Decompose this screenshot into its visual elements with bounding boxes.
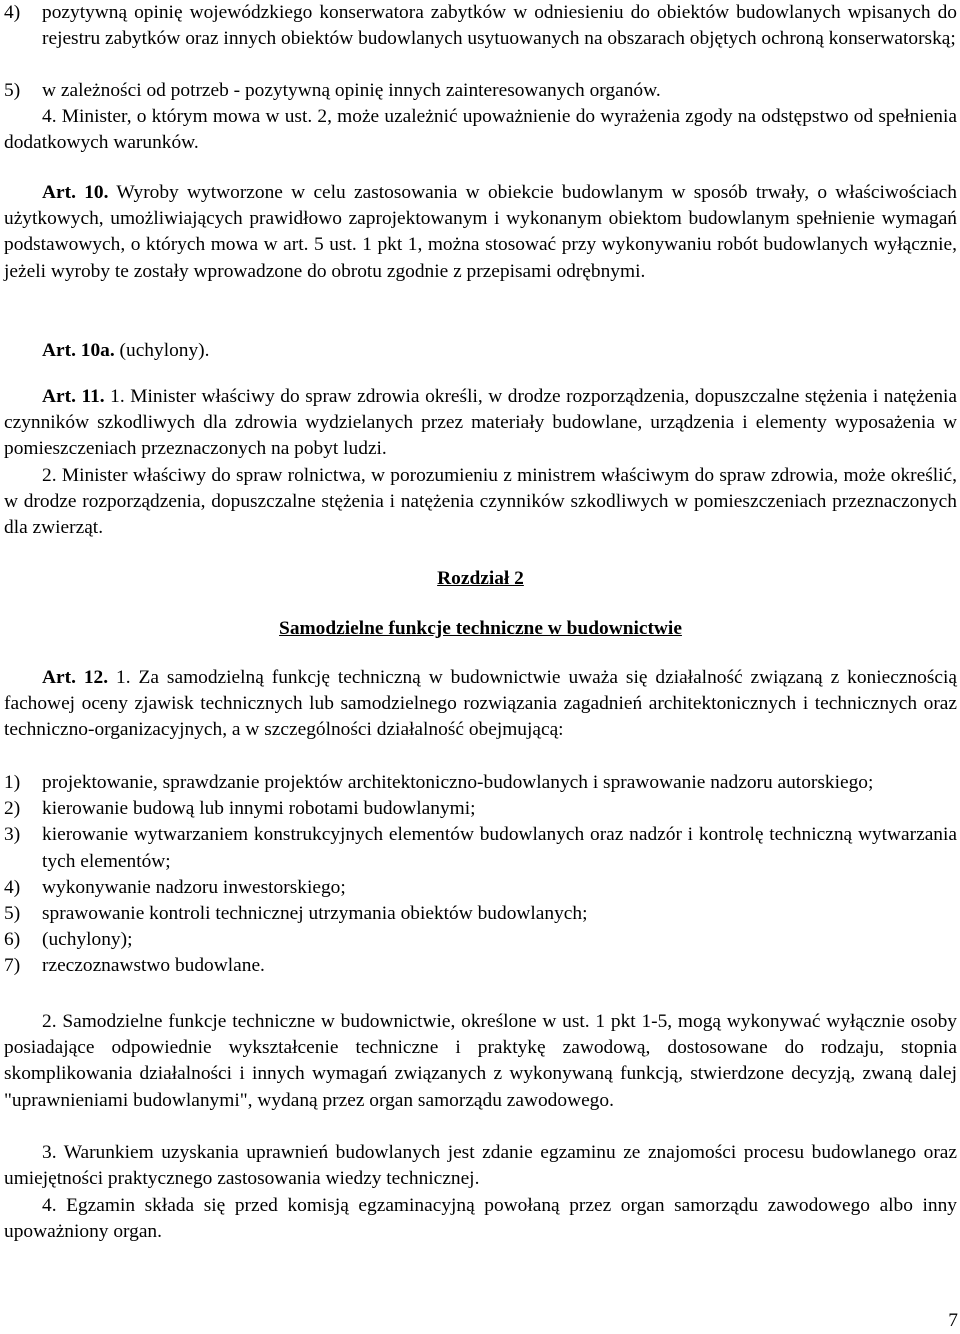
article-11 xyxy=(4,384,957,463)
list-item: 1) projektowanie, sprawdzanie projektów architektoniczno-budowlanych i sprawowanie nadzoru autorskiego; xyxy=(4,772,874,793)
list-item-number: 5) xyxy=(4,80,21,101)
article-11-ust-2: 2. Minister właściwy do spraw rolnictwa, w porozumieniu z ministrem właściwym do spraw zdrowia, może określić, w drodze rozporządzenia, dopuszczalne stężenia i natężenia czynników szkodliwych w pomieszczeniach przeznaczonych dla zwierząt. xyxy=(4,465,957,539)
article-text: 1. Minister właściwy do spraw zdrowia określi, w drodze rozporządzenia, dopuszczalne stężenia i natężenia czynników szkodliwych dla zdrowia wydzielanych przez materiały budowlane, urządzenia i elementy wyposażenia w pomieszczeniach przeznaczonych na pobyt ludzi. xyxy=(4,386,958,460)
article-12-ust-3: 3. Warunkiem uzyskania uprawnień budowlanych jest zdanie egzaminu ze znajomości procesu budowlanego oraz umiejętności praktycznego zastosowania wiedzy technicznej. xyxy=(4,1142,957,1190)
list-item xyxy=(4,0,957,52)
list-item: 4) wykonywanie nadzoru inwestorskiego; xyxy=(4,876,346,898)
list-item: 7) rzeczoznawstwo budowlane. xyxy=(4,955,265,977)
list-item: 5) sprawowanie kontroli technicznej utrzymania obiektów budowlanych; xyxy=(4,903,588,925)
paragraph-ust-4: 4. Minister, o którym mowa w ust. 2, może uzależnić upoważnienie do wyrażenia zgody na odstępstwo od spełnienia dodatkowych warunków. xyxy=(4,106,957,154)
article-text: (uchylony). xyxy=(114,340,210,361)
list-item-text: pozytywną opinię wojewódzkiego konserwatora zabytków w odniesieniu do obiektów budowlanych wpisanych do rejestru zabytków oraz innych obiektów budowlanych usytuowanych na obszarach objętych ochroną konserwatorską; xyxy=(42,2,957,50)
article-text: 1. Za samodzielną funkcję techniczną w budownictwie uważa się działalność związaną z koniecznością fachowej oceny zjawisk technicznych lub samodzielnego rozwiązania zagadnień architektonicznych i technicznych oraz techniczno-organizacyjnych, a w szczególności działalność obejmującą: xyxy=(4,667,957,741)
list-item xyxy=(4,78,957,104)
chapter-title: Samodzielne funkcje techniczne w budownictwie xyxy=(279,618,682,639)
article-label: Art. 10a. xyxy=(42,340,115,361)
article-label: Art. 10. xyxy=(42,182,109,203)
chapter-number: Rozdział 2 xyxy=(437,568,524,589)
article-label: Art. 12. xyxy=(42,667,109,688)
article-12-ust-2: 2. Samodzielne funkcje techniczne w budownictwie, określone w ust. 1 pkt 1-5, mogą wykonywać wyłącznie osoby posiadające odpowiednie wykształcenie techniczne i praktykę zawodową, dostosowane do rodzaju, stopnia skomplikowania działalności i innych wymagań związanych z wykonywaną funkcją, stwierdzone decyzją, zwaną dalej "uprawnieniami budowlanymi", wydaną przez organ samorządu zawodowego. xyxy=(4,1011,957,1111)
article-label: Art. 11. xyxy=(42,386,105,407)
list-item: 2) kierowanie budową lub innymi robotami budowlanymi; xyxy=(4,798,476,820)
list-item: 6) (uchylony); xyxy=(4,929,133,951)
article-10 xyxy=(4,180,957,285)
page-number: 7 xyxy=(948,1310,958,1331)
list-item-number: 4) xyxy=(4,2,21,23)
list-item-text: w zależności od potrzeb - pozytywną opinię innych zainteresowanych organów. xyxy=(42,80,661,101)
article-10a xyxy=(4,338,957,364)
list-item: 3) kierowanie wytwarzaniem konstrukcyjnych elementów budowlanych oraz nadzór i kontrolę techniczną wytwarzania tych elementów; xyxy=(4,824,957,872)
article-12-ust-4: 4. Egzamin składa się przed komisją egzaminacyjną powołaną przez organ samorządu zawodowego albo inny upoważniony organ. xyxy=(4,1195,957,1243)
article-12 xyxy=(4,665,957,744)
article-12-list xyxy=(4,770,957,980)
article-text: Wyroby wytworzone w celu zastosowania w obiekcie budowlanym w sposób trwały, o właściwościach użytkowych, umożliwiających prawidłowo zaprojektowanym i wykonanym obiektom budowlanym spełnienie wymagań podstawowych, o których mowa w art. 5 ust. 1 pkt 1, można stosować przy wykonywaniu robót budowlanych wyłącznie, jeżeli wyroby te zostały wprowadzone do obrotu zgodnie z przepisami odrębnymi. xyxy=(4,182,957,282)
